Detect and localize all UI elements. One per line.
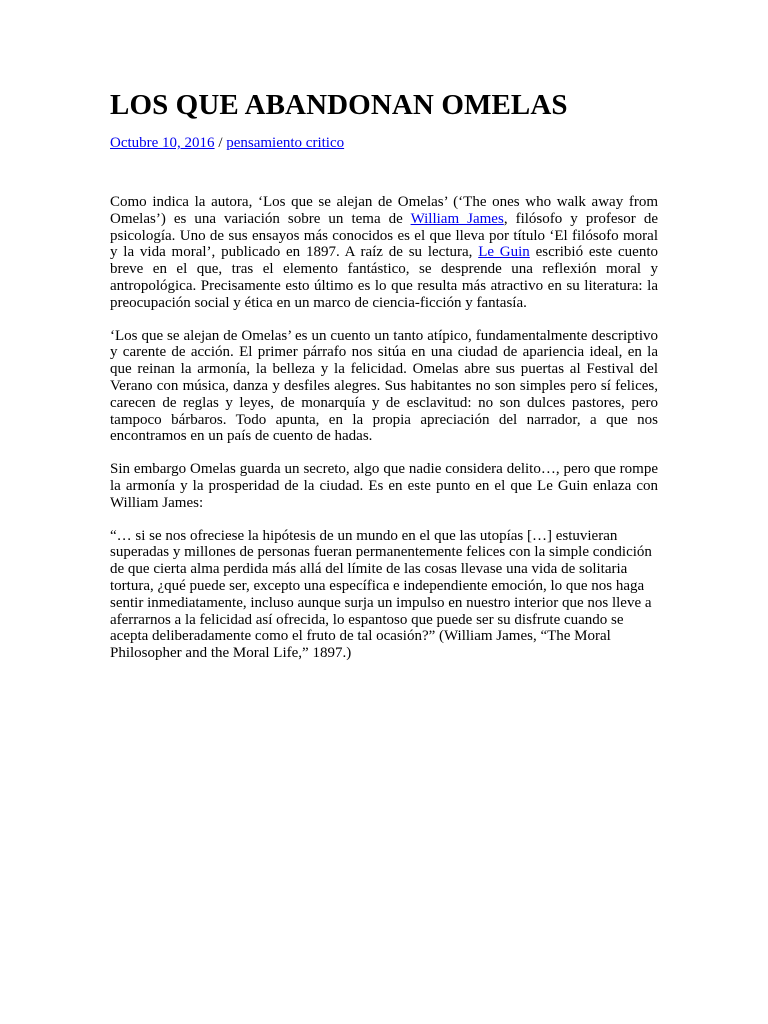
paragraph-text: escribió este cuento breve en el que, tras el elemento fantástico, se desprende una reflexión moral y antropológica. Precisamente esto último es lo que resulta más atractivo en su literatura: la preocupación social y ética en un marco de ciencia-ficción y fantasía.: [110, 244, 658, 311]
paragraph-description: [110, 328, 658, 446]
date-link[interactable]: Octubre 10, 2016: [110, 135, 215, 151]
category-link[interactable]: pensamiento critico: [226, 135, 345, 151]
paragraph-text: Como indica la autora, ‘Los que se alejan de Omelas’ (‘The ones who walk away from Omelas’) es una variación sobre un tema de: [110, 194, 658, 227]
article-title: LOS QUE ABANDONAN OMELAS: [110, 89, 568, 121]
article-meta: [110, 134, 658, 152]
paragraph-text: Sin embargo Omelas guarda un secreto, algo que nadie considera delito…, pero que rompe la armonía y la prosperidad de la ciudad. Es en este punto en el que Le Guin enlaza con William James:: [110, 461, 658, 511]
quotation-text: “… si se nos ofreciese la hipótesis de un mundo en el que las utopías […] estuvieran superadas y millones de personas fueran permanentemente felices con la simple condición de que cierta alma perdida más allá del límite de las cosas llevase una vida de solitaria tortura, ¿qué puede ser, excepto una específica e independiente emoción, lo que nos haga sentir inmediatamente, incluso aunque surja un impulso en nuestro interior que nos lleve a aferrarnos a la felicidad así ofrecida, lo espantoso que puede ser su disfrute cuando se acepta deliberadamente como el fruto de tal ocasión?” (William James, “The Moral Philosopher and the Moral Life,” 1897.): [110, 527, 652, 662]
paragraph-secret: [110, 461, 658, 511]
article-body: [110, 194, 658, 662]
quotation-paragraph: [110, 528, 658, 662]
meta-separator: /: [214, 135, 227, 151]
paragraph-intro: [110, 194, 658, 312]
paragraph-text: , filósofo y profesor de psicología. Uno de sus ensayos más conocidos es el que lleva por título ‘El filósofo moral y la vida moral’, publicado en 1897. A raíz de su lectura,: [110, 210, 658, 261]
william-james-link[interactable]: William James: [410, 210, 504, 227]
paragraph-text: ‘Los que se alejan de Omelas’ es un cuento un tanto atípico, fundamentalmente descriptivo y carente de acción. El primer párrafo nos sitúa en una ciudad de apariencia ideal, en la que reinan la armonía, la belleza y la felicidad. Omelas abre sus puertas al Festival del Verano con música, danza y desfiles alegres. Sus habitantes no son simples pero sí felices, carecen de reglas y leyes, de monarquía y de esclavitud: no son dulces pastores, pero tampoco bárbaros. Todo apunta, en la propia apreciación del narrador, a que nos encontramos en un país de cuento de hadas.: [110, 327, 658, 445]
le-guin-link[interactable]: Le Guin: [478, 244, 530, 261]
